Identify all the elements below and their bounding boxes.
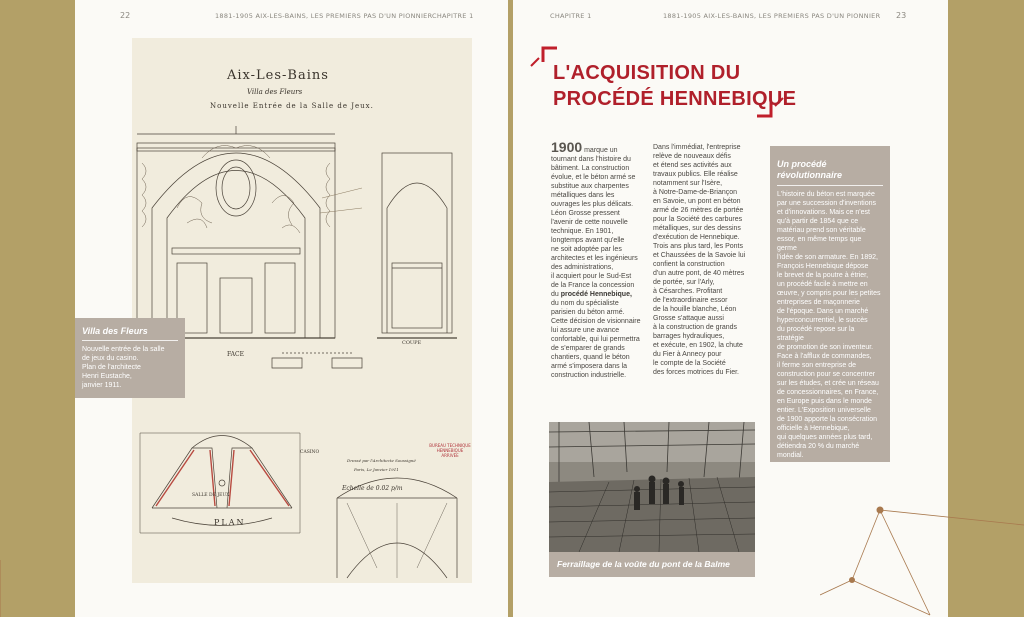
sidebar-line: officielle à Hennebique, xyxy=(777,425,850,432)
sidebar-line: construction pour se concentrer xyxy=(777,371,876,378)
body-line: de s'emparer de grands xyxy=(551,345,625,352)
bridge-rebar-photo xyxy=(549,422,755,552)
body-line: ne soit adoptée par les xyxy=(551,246,622,253)
body-line: des administrations, xyxy=(551,264,614,271)
sidebar-line: qu'à partir de 1854 que ce xyxy=(777,218,859,225)
body-line: armé s'imposera dans la xyxy=(551,363,628,370)
body-line: Cette décision de visionnaire xyxy=(551,318,641,325)
sidebar-line: entreprises de maçonnerie xyxy=(777,299,860,306)
body-line: longtemps avant qu'elle xyxy=(551,237,625,244)
caption-line: Henri Eustache, xyxy=(82,373,132,380)
body-line: des forces motrices du Fier. xyxy=(653,369,739,376)
body-column-1 xyxy=(551,139,669,380)
caption-line: de jeux du casino. xyxy=(82,355,139,362)
sidebar-line: mondial. xyxy=(777,452,804,459)
drawing-caption-box xyxy=(75,318,185,398)
chapter-title-line2: PROCÉDÉ HENNEBIQUE xyxy=(553,88,797,110)
drawing-label-casino: CASINO xyxy=(300,450,320,455)
drawing-title: Aix-Les-Bains xyxy=(227,68,329,83)
body-line: de la houille blanche, Léon xyxy=(653,306,737,313)
sidebar-line: le brevet de la poutre à étrier, xyxy=(777,272,869,279)
body-line: armé de 26 mètres de portée xyxy=(653,207,744,214)
right-chapter-label: CHAPITRE 1 xyxy=(550,12,592,20)
stamp-line: BUREAU TECHNIQUE xyxy=(429,443,471,448)
sidebar-line: du procédé repose sur la stratégie xyxy=(777,326,855,342)
drawing-date: Paris, Le Janvier 1911 xyxy=(354,467,399,472)
sidebar-line: L'histoire du béton est marquée xyxy=(777,191,875,198)
body-line: relève de nouveaux défis xyxy=(653,153,731,160)
sidebar-title xyxy=(770,146,890,185)
sidebar-title-line: révolutionnaire xyxy=(777,170,843,180)
body-line: à la construction de grands xyxy=(653,324,738,331)
sidebar-line: qui quelques années plus tard, xyxy=(777,434,873,441)
body-line: de portée, sur l'Arly, xyxy=(653,279,715,286)
sidebar-line: de l'époque. Dans un marché xyxy=(777,308,869,315)
drawing-label-plan: PLAN xyxy=(214,518,246,527)
body-line: de la France la concession xyxy=(551,282,635,289)
sidebar-line: sur les études, et crée un réseau xyxy=(777,380,879,387)
drawing-scale: Echelle de 0.02 p/m xyxy=(342,485,403,492)
drawing-signature: Dressé par l'Architecte Soussigné xyxy=(347,458,416,463)
caption-divider xyxy=(82,340,178,341)
body-line: bâtiment. La construction xyxy=(551,165,630,172)
body-line: du xyxy=(551,291,561,298)
chapter-title xyxy=(553,60,796,112)
body-line: d'un autre pont, de 40 mètres xyxy=(653,270,745,277)
body-line: en Savoie, un pont en béton xyxy=(653,198,741,205)
body-line: et étend ses activités aux xyxy=(653,162,732,169)
sidebar-box xyxy=(770,146,890,462)
stamp-line: ARRIVÉE xyxy=(441,453,459,458)
right-folio: 23 xyxy=(896,11,907,20)
sidebar-line: en Europe puis dans le monde xyxy=(777,398,872,405)
year-1900: 1900 xyxy=(551,139,583,155)
photo-sketch xyxy=(549,422,755,552)
drawing-subtitle: Villa des Fleurs xyxy=(247,88,303,96)
caption-line: Plan de l'architecte xyxy=(82,364,141,371)
body-column-2 xyxy=(653,143,771,377)
left-folio: 22 xyxy=(120,11,131,20)
sidebar-line: matériau prend son véritable xyxy=(777,227,866,234)
left-running-head: 1881-1905 AIX-LES-BAINS, LES PREMIERS PAS D'UN PIONNIER xyxy=(215,12,433,20)
body-line: notamment sur l'Isère, xyxy=(653,180,723,187)
body-line: d'exécution de Hennebique. xyxy=(653,234,740,241)
architectural-drawing xyxy=(132,38,472,583)
drawing-subtitle2: Nouvelle Entrée de la Salle de Jeux. xyxy=(210,102,374,110)
body-line: Grosse s'attaque aussi xyxy=(653,315,724,322)
sidebar-line: il ferme son entreprise de xyxy=(777,362,856,369)
caption-line: Nouvelle entrée de la salle xyxy=(82,346,165,353)
body-line: à Césarches. Profitant xyxy=(653,288,723,295)
sidebar-title-line: Un procédé xyxy=(777,159,827,169)
drawing-caption-title: Villa des Fleurs xyxy=(82,326,148,336)
drawing-caption-text xyxy=(75,341,185,394)
sidebar-line: hyperconcurrentiel, le succès xyxy=(777,317,868,324)
sidebar-line: entier. L'Exposition universelle xyxy=(777,407,871,414)
body-line: il acquiert pour le Sud-Est xyxy=(551,273,632,280)
body-line: et exécute, en 1902, la chute xyxy=(653,342,743,349)
drawing-stamp xyxy=(420,443,480,458)
body-line: à Notre-Dame-de-Briançon xyxy=(653,189,738,196)
body-line: lui assure une avance xyxy=(551,327,620,334)
sidebar-line: et d'innovations. Mais ce n'est xyxy=(777,209,870,216)
right-running-head: 1881-1905 AIX-LES-BAINS, LES PREMIERS PAS D'UN PIONNIER xyxy=(663,12,881,20)
body-line: ouvrages les plus délicats. xyxy=(551,201,634,208)
body-line: et Chaussées de la Savoie lui xyxy=(653,252,746,259)
sidebar-text xyxy=(770,186,890,464)
sidebar-line: de 1900 apporte la consécration xyxy=(777,416,878,423)
procede-hennebique-emphasis: procédé Hennebique, xyxy=(560,291,632,298)
drawing-label-coupe: COUPE xyxy=(402,340,422,346)
caption-line: janvier 1911. xyxy=(82,382,122,389)
drawing-sketch xyxy=(132,38,472,583)
left-page xyxy=(75,0,508,617)
photo-caption-box xyxy=(549,552,755,577)
body-line: barrages hydrauliques, xyxy=(653,333,725,340)
body-line: substitue aux charpentes xyxy=(551,183,629,190)
sidebar-line: essor, en même temps que germe xyxy=(777,236,862,252)
sidebar-line: un procédé facile à mettre en xyxy=(777,281,868,288)
sidebar-line: œuvre, y compris pour les petites xyxy=(777,290,881,297)
network-decoration-left xyxy=(0,0,75,617)
sidebar-line: l'idée de son armature. En 1892, xyxy=(777,254,878,261)
chapter-title-line1: L'ACQUISITION DU xyxy=(553,62,741,84)
body-line: Léon Grosse pressent xyxy=(551,210,620,217)
drawing-label-salle: SALLE DE JEUX xyxy=(192,493,230,498)
photo-caption: Ferraillage de la voûte du pont de la Balme xyxy=(557,559,730,569)
body-line: architectes et les ingénieurs xyxy=(551,255,638,262)
drawing-label-face: FACE xyxy=(227,351,244,358)
body-line: parisien du béton armé. xyxy=(551,309,625,316)
sidebar-line: François Hennebique dépose xyxy=(777,263,869,270)
sidebar-line: de concessionnaires, en France, xyxy=(777,389,879,396)
body-line: pour la Société des carbures xyxy=(653,216,743,223)
body-line: marque un xyxy=(582,147,618,154)
sidebar-line: de promotion de son inventeur. xyxy=(777,344,874,351)
network-decoration-icon xyxy=(820,495,1024,617)
body-line: du Fier à Annecy pour xyxy=(653,351,722,358)
body-line: Dans l'immédiat, l'entreprise xyxy=(653,144,741,151)
body-line: technique. En 1901, xyxy=(551,228,614,235)
body-line: confortable, qui lui permettra xyxy=(551,336,640,343)
sidebar-line: Face à l'afflux de commandes, xyxy=(777,353,872,360)
stamp-line: HENNEBIQUE xyxy=(436,448,464,453)
sidebar-line: détiendra 20 % du marché xyxy=(777,443,860,450)
body-line: travaux publics. Elle réalise xyxy=(653,171,738,178)
body-line: chantiers, quand le béton xyxy=(551,354,630,361)
left-chapter-label: CHAPITRE 1 xyxy=(432,12,474,20)
body-line: Trois ans plus tard, les Ponts xyxy=(653,243,744,250)
body-line: du nom du spécialiste xyxy=(551,300,619,307)
body-line: métalliques dans les xyxy=(551,192,615,199)
body-line: confient la construction xyxy=(653,261,725,268)
body-line: de l'extraordinaire essor xyxy=(653,297,728,304)
sidebar-line: par une succession d'inventions xyxy=(777,200,877,207)
body-line: construction industrielle. xyxy=(551,372,627,379)
body-line: l'avenir de cette nouvelle xyxy=(551,219,628,226)
body-line: tournant dans l'histoire du xyxy=(551,156,631,163)
body-line: métalliques, sur des dessins xyxy=(653,225,741,232)
body-line: le compte de la Société xyxy=(653,360,726,367)
body-line: évolue, et le béton armé se xyxy=(551,174,636,181)
sidebar-divider xyxy=(777,185,883,186)
